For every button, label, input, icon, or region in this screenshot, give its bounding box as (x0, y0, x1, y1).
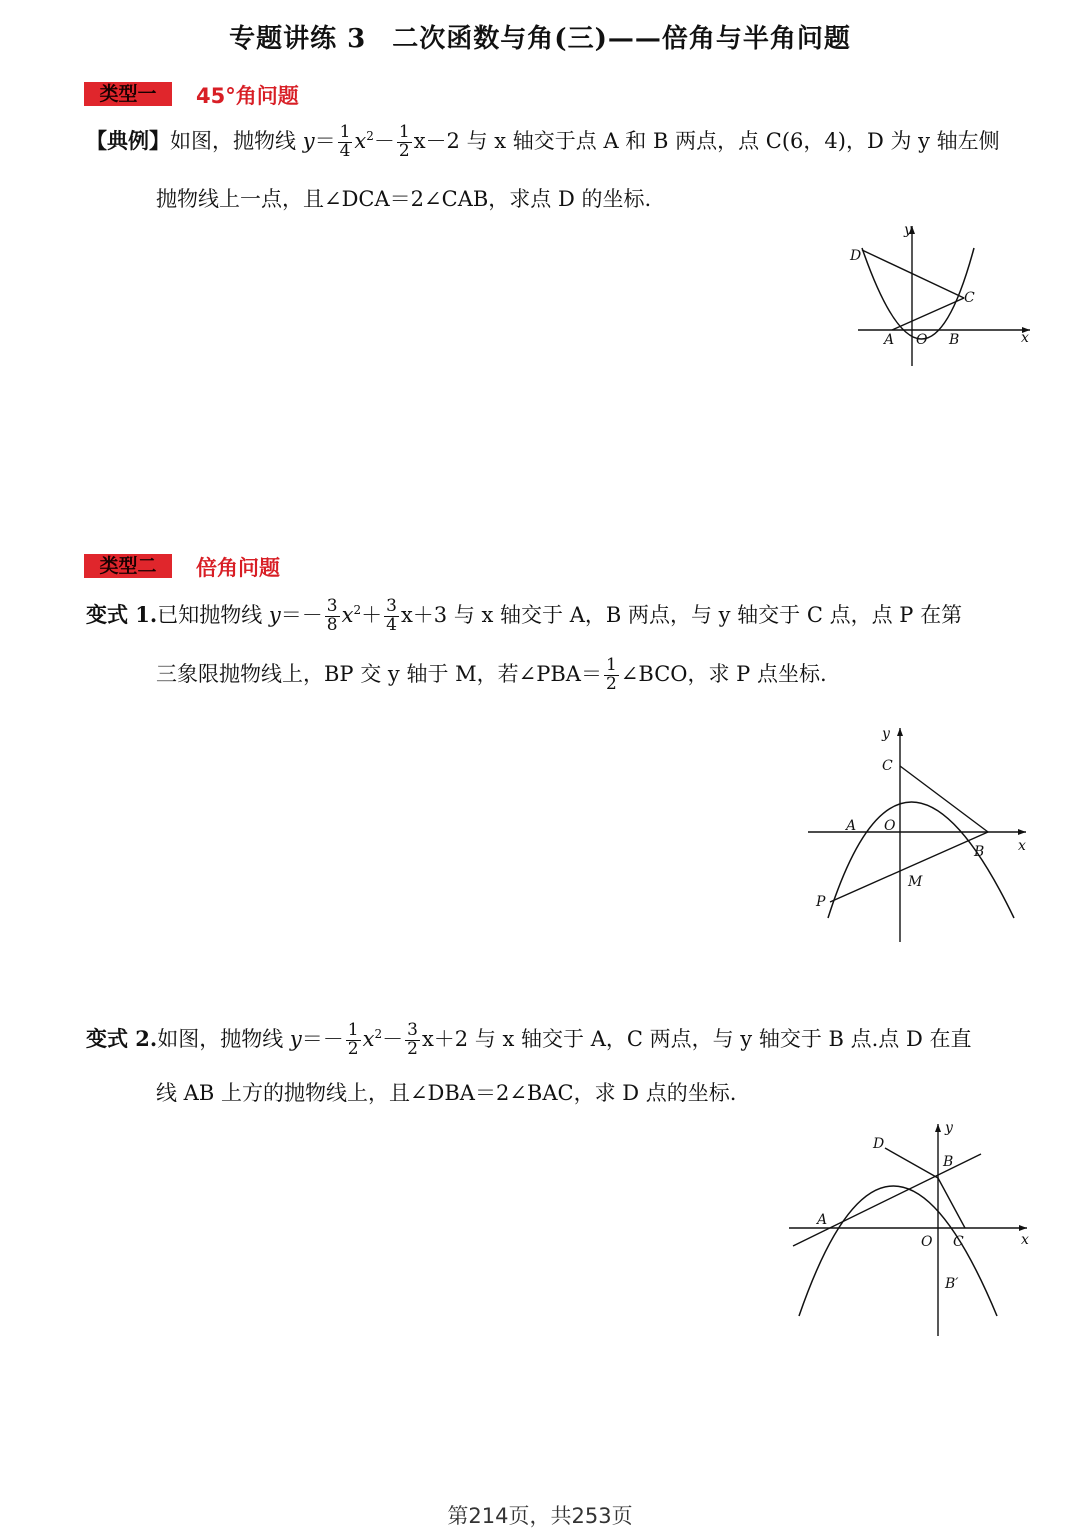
segment-DB (885, 1148, 938, 1178)
section-2-title: 倍角问题 (196, 556, 280, 580)
page-footer: 第214页，共253页 (447, 1504, 633, 1528)
topic-number: 专题讲练 3 (229, 24, 367, 54)
figure-1-diagram (840, 220, 1040, 370)
label-x: x (1021, 1232, 1029, 1248)
example-lead: 【典例】 (86, 127, 170, 153)
fraction: $\frac{3}{4}$ (386, 596, 397, 635)
label-O: O (884, 818, 896, 834)
topic-title: 二次函数与角(三)——倍角与半角问题 (392, 24, 851, 54)
label-O: O (921, 1234, 933, 1250)
label-A: A (846, 818, 857, 834)
section-2-tag: 类型二 (84, 554, 172, 578)
variant-2-lead: 变式 2. (86, 1025, 158, 1051)
variant-2-line-2: 线 AB 上方的抛物线上，且∠DBA＝2∠BAC，求 D 点的坐标. (156, 1080, 737, 1105)
example-line-2: 抛物线上一点，且∠DCA＝2∠CAB，求点 D 的坐标. (156, 186, 652, 211)
label-x: x (1018, 838, 1026, 854)
figure-2-diagram (800, 722, 1040, 947)
parabola (862, 248, 974, 339)
label-D: D (850, 248, 862, 264)
label-B: B (949, 332, 960, 348)
fraction: $\frac{1}{2}$ (398, 122, 410, 161)
segment-DC (862, 250, 964, 298)
label-C: C (953, 1234, 964, 1250)
segment-CB (900, 766, 988, 832)
label-C: C (882, 758, 893, 774)
label-y: y (945, 1120, 953, 1136)
variant-2-problem: 变式 2.如图，抛物线 y＝－ $\frac{1}{2}$ $x^2-$ $\frac{3}{2}$ x＋2 与 x 轴交于 A，C 两点，与 y 轴交于 B 点.点 D 在直 线 AB 上方的抛物线上，且∠DBA＝2∠BAC，求 D 点的坐标. (86, 1022, 1046, 1104)
figure-3-diagram (785, 1120, 1040, 1340)
segment-PB (830, 832, 988, 902)
variant-1-line-2: 三象限抛物线上，BP 交 y 轴于 M，若∠PBA＝ $\frac{1}{2}$ ∠BCO，求 P 点坐标. (156, 654, 827, 694)
label-O: O (916, 332, 928, 348)
fraction: $\frac{1}{2}$ (347, 1020, 359, 1059)
variant-1-problem: 变式 1.已知抛物线 y＝－ $\frac{3}{8}$ $x^2+$ $\frac{3}{4}$ x＋3 与 x 轴交于 A，B 两点，与 y 轴交于 C 点，点 P 在第 三象限抛物线上，BP 交 y 轴于 M，若∠PBA＝ $\frac{1}{2}$ ∠BCO，求 P 点坐标. (86, 598, 1046, 693)
label-P: P (816, 894, 826, 910)
label-x: x (1021, 330, 1029, 346)
page-title (0, 18, 1080, 55)
label-B: B (943, 1154, 954, 1170)
label-B-prime: B′ (945, 1276, 959, 1292)
fraction: $\frac{1}{2}$ (605, 654, 617, 694)
label-A: A (884, 332, 895, 348)
segment-AC (892, 298, 964, 330)
fraction: $\frac{1}{4}$ (339, 122, 351, 161)
section-1-title: 45°角问题 (196, 84, 299, 108)
fraction: $\frac{3}{2}$ (407, 1020, 418, 1059)
segment-BC (938, 1178, 965, 1228)
parabola (799, 1186, 997, 1316)
label-C: C (964, 290, 975, 306)
label-D: D (873, 1136, 885, 1152)
label-A: A (817, 1212, 828, 1228)
variant-1-lead: 变式 1. (86, 601, 158, 627)
fraction: $\frac{3}{8}$ (326, 596, 338, 635)
label-M: M (908, 874, 923, 890)
label-y: y (882, 726, 890, 742)
example-problem: 【典例】如图，抛物线 y＝ $\frac{1}{4}$ $x^2-$ $\frac{1}{2}$ x－2 与 x 轴交于点 A 和 B 两点，点 C(6，4)，D 为 y 轴左侧 抛物线上一点，且∠DCA＝2∠CAB，求点 D 的坐标. (86, 124, 1046, 210)
section-1-tag: 类型一 (84, 82, 172, 106)
label-y: y (904, 222, 912, 238)
label-B: B (974, 844, 985, 860)
